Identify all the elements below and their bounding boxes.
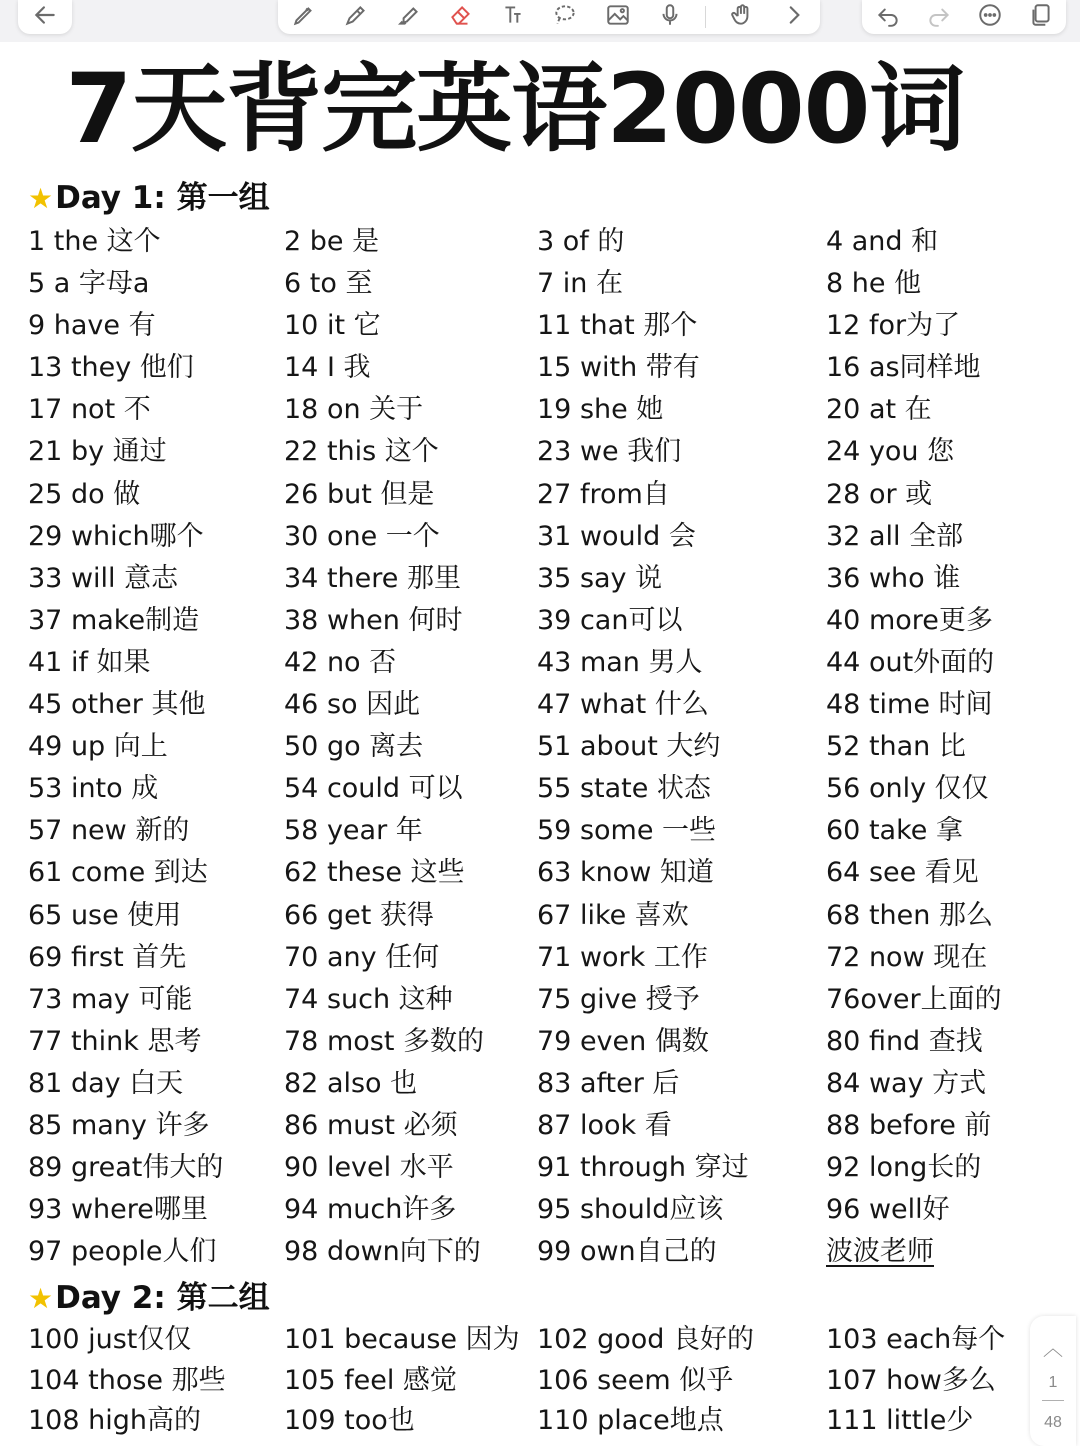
hand-icon bbox=[729, 2, 755, 33]
word-row bbox=[0, 726, 1030, 768]
word-row bbox=[0, 1021, 1030, 1063]
vocab-entry: 27 from自 bbox=[537, 478, 670, 510]
vocab-entry: 67 like 喜欢 bbox=[537, 899, 689, 931]
vocab-entry: 36 who 谁 bbox=[826, 562, 961, 594]
word-row bbox=[0, 1147, 1030, 1189]
chevron-right-icon bbox=[781, 2, 807, 33]
vocab-entry: 31 would 会 bbox=[537, 520, 696, 552]
vocab-entry: 41 if 如果 bbox=[28, 646, 151, 678]
vocab-entry: 55 state 状态 bbox=[537, 773, 711, 805]
more-tools-button[interactable] bbox=[777, 2, 811, 32]
vocab-entry: 82 also 也 bbox=[284, 1067, 418, 1099]
vocab-entry: 71 work 工作 bbox=[537, 941, 708, 973]
word-row bbox=[0, 558, 1030, 600]
word-row bbox=[0, 852, 1030, 894]
vocab-entry: 25 do 做 bbox=[28, 478, 141, 510]
vocab-entry: 48 time 时间 bbox=[826, 689, 993, 721]
vocab-entry: 32 all 全部 bbox=[826, 520, 964, 552]
vocab-entry: 87 look 看 bbox=[537, 1109, 672, 1141]
day2-heading bbox=[28, 1278, 270, 1318]
word-row bbox=[0, 768, 1030, 810]
vocab-entry: 80 find 查找 bbox=[826, 1025, 983, 1057]
current-page-number: 1 bbox=[1048, 1374, 1058, 1391]
word-row bbox=[0, 389, 1030, 431]
page-title: 7天背完英语2000词 bbox=[65, 53, 965, 165]
vocab-entry: 99 own自己的 bbox=[537, 1236, 717, 1268]
day2-word-list bbox=[0, 1320, 1030, 1442]
vocab-entry: 11 that 那个 bbox=[537, 310, 698, 342]
word-row bbox=[0, 431, 1030, 473]
pages-icon bbox=[1028, 2, 1054, 33]
vocab-entry: 66 get 获得 bbox=[284, 899, 434, 931]
vocab-entry: 40 more更多 bbox=[826, 604, 993, 636]
arrow-left-icon bbox=[32, 2, 58, 33]
vocab-entry: 91 through 穿过 bbox=[537, 1152, 749, 1184]
vocab-entry: 105 feel 感觉 bbox=[284, 1364, 457, 1396]
word-row bbox=[0, 1189, 1030, 1231]
undo-icon bbox=[875, 2, 901, 33]
page-indicator[interactable] bbox=[1030, 1316, 1076, 1446]
vocab-entry: 37 make制造 bbox=[28, 604, 200, 636]
image-tool-button[interactable] bbox=[601, 2, 635, 32]
vocab-entry: 20 at 在 bbox=[826, 394, 932, 426]
vocab-entry: 57 new 新的 bbox=[28, 815, 190, 847]
vocab-entry: 61 come 到达 bbox=[28, 857, 208, 889]
image-icon bbox=[605, 2, 631, 33]
toolbar-divider bbox=[705, 6, 706, 28]
word-row bbox=[0, 1105, 1030, 1147]
vocab-entry: 2 be 是 bbox=[284, 226, 380, 257]
vocab-entry: 81 day 白天 bbox=[28, 1067, 184, 1099]
total-page-count: 48 bbox=[1044, 1414, 1062, 1431]
day1-heading-label: Day 1: 第一组 bbox=[55, 180, 270, 216]
pen-tool-button[interactable] bbox=[287, 2, 321, 32]
vocab-entry: 102 good 良好的 bbox=[537, 1324, 755, 1355]
vocab-entry: 108 high高的 bbox=[28, 1405, 201, 1436]
vocab-entry: 14 I 我 bbox=[284, 352, 371, 384]
vocab-entry: 59 some 一些 bbox=[537, 815, 717, 847]
vocab-entry: 5 a 字母a bbox=[28, 268, 150, 300]
vocab-entry: 109 too也 bbox=[284, 1405, 415, 1436]
vocab-entry: 111 little少 bbox=[826, 1405, 974, 1436]
vocab-entry: 24 you 您 bbox=[826, 436, 955, 468]
vocab-entry: 56 only 仅仅 bbox=[826, 773, 989, 805]
vocab-entry: 8 he 他 bbox=[826, 268, 922, 300]
chevron-up-icon[interactable]: ︿ bbox=[1043, 1338, 1063, 1360]
word-row bbox=[0, 979, 1030, 1021]
eraser-tool-button[interactable] bbox=[444, 2, 478, 32]
vocab-entry: 6 to 至 bbox=[284, 268, 373, 300]
vocab-entry: 39 can可以 bbox=[537, 604, 683, 636]
pen-icon bbox=[291, 2, 317, 33]
toolbar-tools-group bbox=[278, 0, 820, 34]
vocab-entry: 97 people人们 bbox=[28, 1236, 217, 1268]
pencil-icon bbox=[343, 2, 369, 33]
vocab-entry: 47 what 什么 bbox=[537, 689, 709, 721]
vocab-entry: 9 have 有 bbox=[28, 310, 156, 342]
toolbar-right-group bbox=[862, 0, 1066, 34]
vocab-entry: 100 just仅仅 bbox=[28, 1324, 192, 1355]
vocab-entry: 98 down向下的 bbox=[284, 1236, 481, 1268]
vocab-entry: 62 these 这些 bbox=[284, 857, 465, 889]
highlighter-icon bbox=[396, 2, 422, 33]
vocab-entry: 19 she 她 bbox=[537, 394, 664, 426]
vocab-entry: 38 when 何时 bbox=[284, 604, 463, 636]
word-row bbox=[0, 1361, 1030, 1402]
star-icon: ★ bbox=[28, 182, 54, 215]
vocab-entry: 45 other 其他 bbox=[28, 689, 206, 721]
word-row bbox=[0, 1320, 1030, 1361]
vocab-entry: 42 no 否 bbox=[284, 646, 397, 678]
vocab-entry: 33 will 意志 bbox=[28, 562, 179, 594]
vocab-entry: 73 may 可能 bbox=[28, 983, 193, 1015]
vocab-entry: 90 level 水平 bbox=[284, 1152, 454, 1184]
word-row bbox=[0, 937, 1030, 979]
text-tool-button[interactable] bbox=[496, 2, 530, 32]
vocab-entry: 18 on 关于 bbox=[284, 394, 424, 426]
word-row bbox=[0, 642, 1030, 684]
vocab-entry: 22 this 这个 bbox=[284, 436, 439, 468]
vocab-entry: 17 not 不 bbox=[28, 394, 151, 426]
word-row bbox=[0, 895, 1030, 937]
vocab-entry: 43 man 男人 bbox=[537, 646, 703, 678]
vocab-entry: 54 could 可以 bbox=[284, 773, 463, 805]
word-row bbox=[0, 810, 1030, 852]
day1-heading bbox=[28, 178, 270, 218]
vocab-entry: 110 place地点 bbox=[537, 1405, 724, 1436]
vocab-entry: 75 give 授予 bbox=[537, 983, 700, 1015]
microphone-tool-button[interactable] bbox=[653, 2, 687, 32]
pencil-tool-button[interactable] bbox=[339, 2, 373, 32]
vocab-entry: 72 now 现在 bbox=[826, 941, 988, 973]
word-row bbox=[0, 684, 1030, 726]
vocab-entry: 28 or 或 bbox=[826, 478, 933, 510]
vocab-entry: 92 long长的 bbox=[826, 1152, 982, 1184]
vocab-entry: 79 even 偶数 bbox=[537, 1025, 709, 1057]
vocab-entry: 85 many 许多 bbox=[28, 1109, 210, 1141]
vocab-entry: 21 by 通过 bbox=[28, 436, 167, 468]
vocab-entry: 16 as同样地 bbox=[826, 352, 981, 384]
vocab-entry: 104 those 那些 bbox=[28, 1364, 226, 1396]
vocab-entry: 95 should应该 bbox=[537, 1194, 724, 1226]
vocab-entry: 86 must 必须 bbox=[284, 1109, 458, 1141]
vocab-entry: 1 the 这个 bbox=[28, 226, 161, 257]
more-button[interactable] bbox=[973, 2, 1007, 32]
top-toolbar bbox=[0, 0, 1080, 42]
vocab-entry: 68 then 那么 bbox=[826, 899, 993, 931]
vocab-entry: 60 take 拿 bbox=[826, 815, 963, 847]
undo-button[interactable] bbox=[871, 2, 905, 32]
word-row bbox=[0, 1063, 1030, 1105]
pages-button[interactable] bbox=[1024, 2, 1058, 32]
vocab-entry: 52 than 比 bbox=[826, 731, 966, 763]
vocab-entry: 63 know 知道 bbox=[537, 857, 714, 889]
vocab-entry: 93 where哪里 bbox=[28, 1194, 208, 1226]
vocab-entry: 107 how多么 bbox=[826, 1364, 996, 1396]
vocab-entry: 78 most 多数的 bbox=[284, 1025, 484, 1057]
vocab-entry: 83 after 后 bbox=[537, 1067, 680, 1099]
vocab-entry: 96 well好 bbox=[826, 1194, 950, 1226]
vocab-entry: 106 seem 似乎 bbox=[537, 1364, 734, 1396]
vocab-entry: 35 say 说 bbox=[537, 562, 663, 594]
vocab-entry: 23 we 我们 bbox=[537, 436, 682, 468]
microphone-icon bbox=[657, 2, 683, 33]
word-row bbox=[0, 221, 1030, 263]
author-signature: 波波老师 bbox=[826, 1236, 934, 1268]
vocab-entry: 74 such 这种 bbox=[284, 983, 453, 1015]
vocab-entry: 70 any 任何 bbox=[284, 941, 440, 973]
day2-heading-label: Day 2: 第二组 bbox=[55, 1280, 270, 1316]
toolbar-left-group bbox=[18, 0, 72, 34]
vocab-entry: 29 which哪个 bbox=[28, 520, 204, 552]
vocab-entry: 89 great伟大的 bbox=[28, 1152, 224, 1184]
word-row bbox=[0, 516, 1030, 558]
vocab-entry: 88 before 前 bbox=[826, 1109, 992, 1141]
day1-word-list bbox=[0, 221, 1030, 1273]
lasso-icon bbox=[552, 2, 578, 33]
vocab-entry: 76over上面的 bbox=[826, 983, 1002, 1015]
word-row bbox=[0, 474, 1030, 516]
word-row bbox=[0, 1231, 1030, 1273]
back-button[interactable] bbox=[28, 2, 62, 32]
word-row bbox=[0, 1401, 1030, 1442]
word-row bbox=[0, 305, 1030, 347]
word-row bbox=[0, 263, 1030, 305]
word-row bbox=[0, 347, 1030, 389]
redo-button[interactable] bbox=[922, 2, 956, 32]
hand-tool-button[interactable] bbox=[725, 2, 759, 32]
word-row bbox=[0, 600, 1030, 642]
vocab-entry: 44 out外面的 bbox=[826, 646, 995, 678]
vocab-entry: 49 up 向上 bbox=[28, 731, 168, 763]
vocab-entry: 51 about 大约 bbox=[537, 731, 721, 763]
vocab-entry: 94 much许多 bbox=[284, 1194, 457, 1226]
vocab-entry: 69 first 首先 bbox=[28, 941, 187, 973]
vocab-entry: 101 because 因为 bbox=[284, 1324, 520, 1355]
page-divider bbox=[1042, 1400, 1064, 1401]
vocab-entry: 7 in 在 bbox=[537, 268, 623, 300]
vocab-entry: 53 into 成 bbox=[28, 773, 159, 805]
vocab-entry: 77 think 思考 bbox=[28, 1025, 202, 1057]
vocab-entry: 26 but 但是 bbox=[284, 478, 435, 510]
vocab-entry: 65 use 使用 bbox=[28, 899, 182, 931]
vocab-entry: 4 and 和 bbox=[826, 226, 939, 257]
vocab-entry: 10 it 它 bbox=[284, 310, 381, 342]
redo-icon bbox=[926, 2, 952, 33]
text-icon bbox=[500, 2, 526, 33]
star-icon: ★ bbox=[28, 1282, 54, 1315]
vocab-entry: 3 of 的 bbox=[537, 226, 625, 257]
vocab-entry: 34 there 那里 bbox=[284, 562, 461, 594]
highlighter-tool-button[interactable] bbox=[392, 2, 426, 32]
vocab-entry: 84 way 方式 bbox=[826, 1067, 987, 1099]
vocab-entry: 64 see 看见 bbox=[826, 857, 979, 889]
vocab-entry: 58 year 年 bbox=[284, 815, 423, 847]
vocab-entry: 30 one 一个 bbox=[284, 520, 440, 552]
vocab-entry: 12 for为了 bbox=[826, 310, 961, 342]
vocab-entry: 15 with 带有 bbox=[537, 352, 700, 384]
eraser-icon bbox=[448, 2, 474, 33]
vocab-entry: 46 so 因此 bbox=[284, 689, 421, 721]
vocab-entry: 13 they 他们 bbox=[28, 352, 194, 384]
vocab-entry: 50 go 离去 bbox=[284, 731, 424, 763]
vocab-entry: 103 each每个 bbox=[826, 1324, 1006, 1355]
lasso-tool-button[interactable] bbox=[548, 2, 582, 32]
more-icon bbox=[977, 2, 1003, 33]
